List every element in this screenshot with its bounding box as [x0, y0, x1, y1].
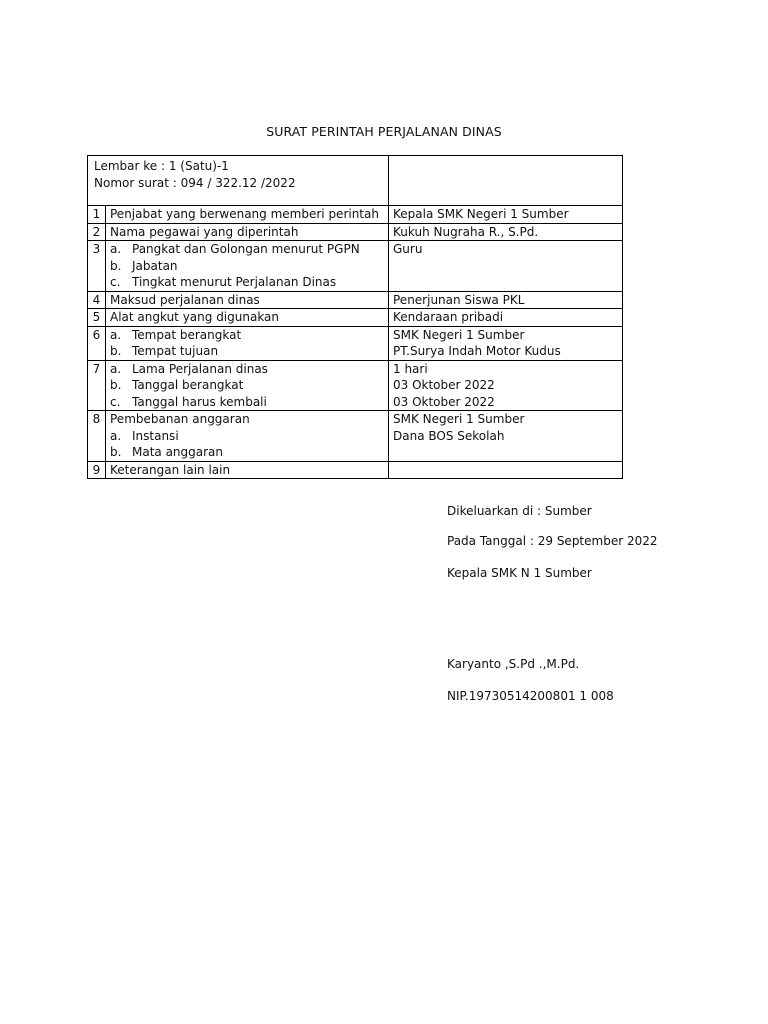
- issued-date: Pada Tanggal : 29 September 2022: [447, 534, 658, 548]
- row-number: 6: [88, 326, 106, 360]
- row-number: 4: [88, 291, 106, 309]
- item-label: Tanggal harus kembali: [132, 394, 267, 409]
- table-row: [88, 206, 623, 224]
- item-letter: b.: [110, 258, 122, 273]
- item-label: Instansi: [132, 428, 179, 443]
- item-letter: b.: [110, 445, 122, 459]
- issued-place: Dikeluarkan di : Sumber: [447, 504, 592, 518]
- item-label: Tempat tujuan: [132, 344, 219, 358]
- row-number: 5: [88, 309, 106, 327]
- letter-number: Nomor surat : 094 / 322.12 /2022: [94, 176, 296, 190]
- row-value: Kendaraan pribadi: [389, 309, 623, 327]
- row-value: Kepala SMK Negeri 1 Sumber: [389, 206, 623, 224]
- row-label: Alat angkut yang digunakan: [106, 309, 389, 327]
- header-empty-cell: [389, 156, 623, 206]
- item-value: 03 Oktober 2022: [393, 378, 495, 392]
- table-row: [88, 360, 623, 411]
- item-letter: a.: [110, 327, 122, 342]
- item-label: Tanggal berangkat: [132, 378, 244, 392]
- signatory-name: Karyanto ,S.Pd .,M.Pd.: [447, 657, 580, 671]
- row-value: [389, 241, 623, 292]
- row-number: 3: [88, 241, 106, 292]
- sheet-number: Lembar ke : 1 (Satu)-1: [94, 159, 229, 173]
- item-label: Tempat berangkat: [132, 327, 242, 342]
- item-value: PT.Surya Indah Motor Kudus: [393, 344, 561, 358]
- signatory-nip: NIP.19730514200801 1 008: [447, 689, 614, 703]
- table-row: [88, 291, 623, 309]
- item-letter: b.: [110, 378, 122, 392]
- row-value: [389, 360, 623, 411]
- row-value: [389, 326, 623, 360]
- table-header-row: [88, 156, 623, 206]
- issuer-position: Kepala SMK N 1 Sumber: [447, 566, 592, 580]
- row-number: 9: [88, 461, 106, 479]
- table-row: [88, 223, 623, 241]
- item-value: 03 Oktober 2022: [393, 394, 495, 409]
- item-value: Guru: [393, 242, 423, 256]
- item-label: Pembebanan anggaran: [110, 412, 250, 426]
- row-label: [106, 411, 389, 462]
- row-number: 2: [88, 223, 106, 241]
- item-value: SMK Negeri 1 Sumber: [393, 412, 525, 426]
- row-value: Penerjunan Siswa PKL: [389, 291, 623, 309]
- travel-order-table: [87, 155, 623, 479]
- item-letter: a.: [110, 242, 122, 256]
- item-letter: a.: [110, 428, 122, 443]
- table-row: [88, 461, 623, 479]
- item-value: Dana BOS Sekolah: [393, 428, 505, 443]
- row-value: Kukuh Nugraha R., S.Pd.: [389, 223, 623, 241]
- row-label: Penjabat yang berwenang memberi perintah: [106, 206, 389, 224]
- row-label: [106, 241, 389, 292]
- item-value: 1 hari: [393, 361, 428, 376]
- item-letter: a.: [110, 361, 122, 376]
- row-number: 7: [88, 360, 106, 411]
- row-value: [389, 461, 623, 479]
- table-row: [88, 326, 623, 360]
- item-letter: b.: [110, 344, 122, 358]
- item-label: Tingkat menurut Perjalanan Dinas: [132, 275, 337, 289]
- item-letter: c.: [110, 275, 121, 289]
- table-row: [88, 241, 623, 292]
- item-label: Lama Perjalanan dinas: [132, 361, 268, 376]
- row-label: [106, 360, 389, 411]
- item-label: Jabatan: [132, 258, 178, 273]
- row-label: [106, 326, 389, 360]
- table-row: [88, 309, 623, 327]
- item-label: Pangkat dan Golongan menurut PGPN: [132, 242, 360, 256]
- document-title: SURAT PERINTAH PERJALANAN DINAS: [266, 124, 502, 139]
- row-number: 8: [88, 411, 106, 462]
- row-label: Nama pegawai yang diperintah: [106, 223, 389, 241]
- row-label: Keterangan lain lain: [106, 461, 389, 479]
- table-row: [88, 411, 623, 462]
- row-label: Maksud perjalanan dinas: [106, 291, 389, 309]
- row-value: [389, 411, 623, 462]
- row-number: 1: [88, 206, 106, 224]
- item-letter: c.: [110, 394, 121, 409]
- item-value: SMK Negeri 1 Sumber: [393, 327, 525, 342]
- item-label: Mata anggaran: [132, 445, 224, 459]
- header-cell: [88, 156, 389, 206]
